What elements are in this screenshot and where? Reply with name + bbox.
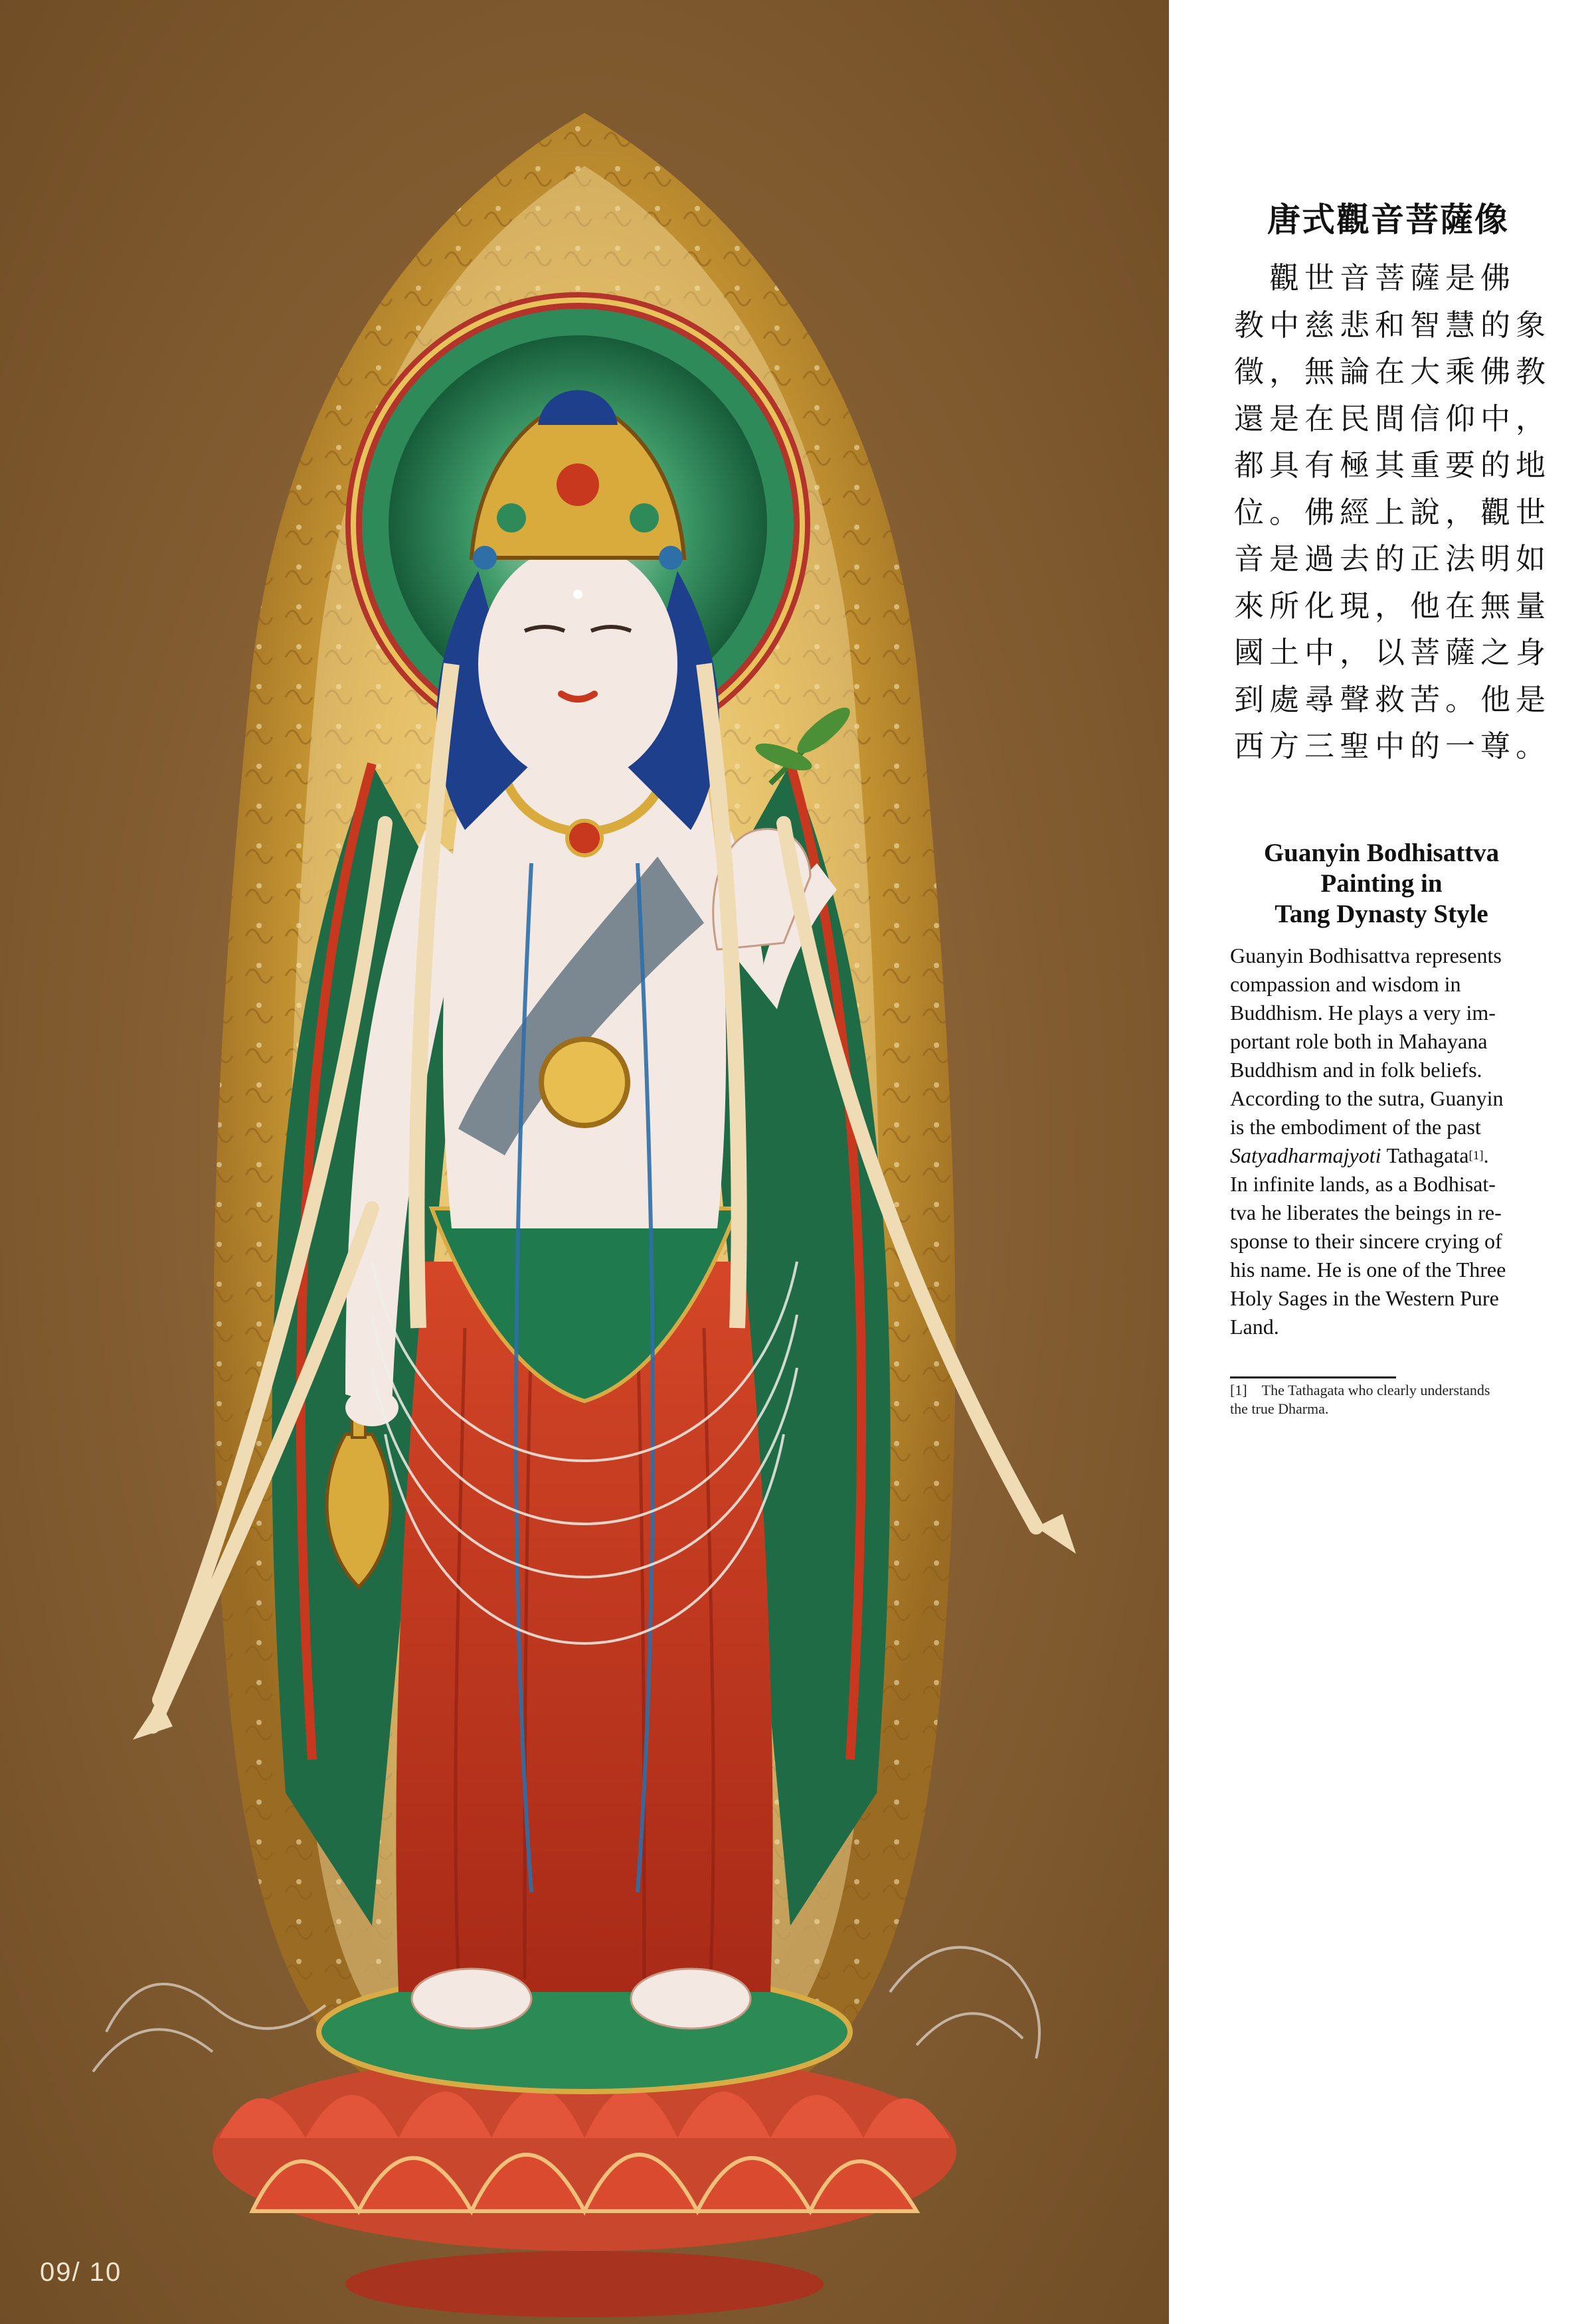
footnote-text: The Tathagata who clearly understands	[1261, 1382, 1490, 1398]
english-line-text: Land.	[1230, 1315, 1279, 1339]
footnote-reference[interactable]: [1]	[1468, 1149, 1484, 1163]
english-line-text: According to the sutra, Guanyin	[1230, 1086, 1504, 1110]
english-line-text: tva he liberates the beings in re-	[1230, 1201, 1502, 1224]
english-title-line: Painting in	[1320, 869, 1443, 898]
english-line-text: sponse to their sincere crying of	[1230, 1229, 1502, 1253]
english-line	[1230, 1256, 1555, 1284]
english-line	[1230, 1141, 1555, 1170]
english-title-line: Guanyin Bodhisattva	[1263, 839, 1500, 867]
chinese-line: 還是在民間信仰中，	[1234, 400, 1551, 436]
chinese-line: 位。佛經上說，觀世	[1234, 494, 1551, 530]
chinese-line: 教中慈悲和智慧的象	[1234, 307, 1551, 343]
english-line-text: portant role both in Mahayana	[1230, 1029, 1488, 1053]
english-line-text: Guanyin Bodhisattva represents	[1230, 944, 1502, 967]
english-line-text: Holy Sages in the Western Pure	[1230, 1286, 1499, 1310]
english-line	[1230, 1284, 1555, 1313]
english-line	[1230, 1199, 1555, 1227]
chinese-body	[1234, 255, 1551, 770]
chinese-line: 徵，無論在大乘佛教	[1234, 354, 1551, 389]
english-body	[1230, 942, 1555, 1341]
chinese-line: 觀世音菩薩是佛	[1234, 260, 1516, 295]
english-line	[1230, 999, 1555, 1027]
footnote-text: the true Dharma.	[1230, 1400, 1329, 1417]
english-line	[1230, 1056, 1555, 1084]
chinese-line: 都具有極其重要的地	[1234, 448, 1551, 483]
english-line-text: In infinite lands, as a Bodhisat-	[1230, 1172, 1496, 1196]
english-line-text: compassion and wisdom in	[1230, 972, 1461, 996]
english-title	[1215, 838, 1548, 930]
english-line	[1230, 1027, 1555, 1056]
english-line-text: Buddhism. He plays a very im-	[1230, 1001, 1496, 1025]
chinese-line: 來所化現，他在無量	[1234, 588, 1551, 623]
english-line-text: his name. He is one of the Three	[1230, 1258, 1506, 1282]
chinese-line: 到處尋聲救苦。他是	[1234, 681, 1551, 717]
english-line	[1230, 970, 1555, 999]
english-line	[1230, 1113, 1555, 1141]
footnote-divider	[1230, 1376, 1396, 1378]
chinese-line: 音是過去的正法明如	[1234, 541, 1551, 576]
english-title-line: Tang Dynasty Style	[1275, 900, 1488, 928]
english-line-text: Tathagata	[1386, 1143, 1469, 1167]
english-line	[1230, 1170, 1555, 1199]
footnote-mark: [1]	[1230, 1382, 1247, 1398]
english-line	[1230, 942, 1555, 970]
chinese-line: 西方三聖中的一尊。	[1234, 728, 1551, 764]
english-line-text: Buddhism and in folk beliefs.	[1230, 1058, 1482, 1082]
text-column	[1169, 0, 1594, 2324]
english-line	[1230, 1084, 1555, 1113]
english-line	[1230, 1227, 1555, 1256]
english-line-text: .	[1483, 1143, 1489, 1167]
page-number: 09/ 10	[40, 2258, 122, 2287]
english-italic-term: Satyadharmajyoti	[1230, 1143, 1381, 1167]
english-line	[1230, 1313, 1555, 1341]
chinese-title: 唐式觀音菩薩像	[1267, 200, 1509, 239]
chinese-line: 國土中，以菩薩之身	[1234, 635, 1551, 670]
footnote	[1230, 1381, 1549, 1418]
english-line-text: is the embodiment of the past	[1230, 1115, 1481, 1139]
